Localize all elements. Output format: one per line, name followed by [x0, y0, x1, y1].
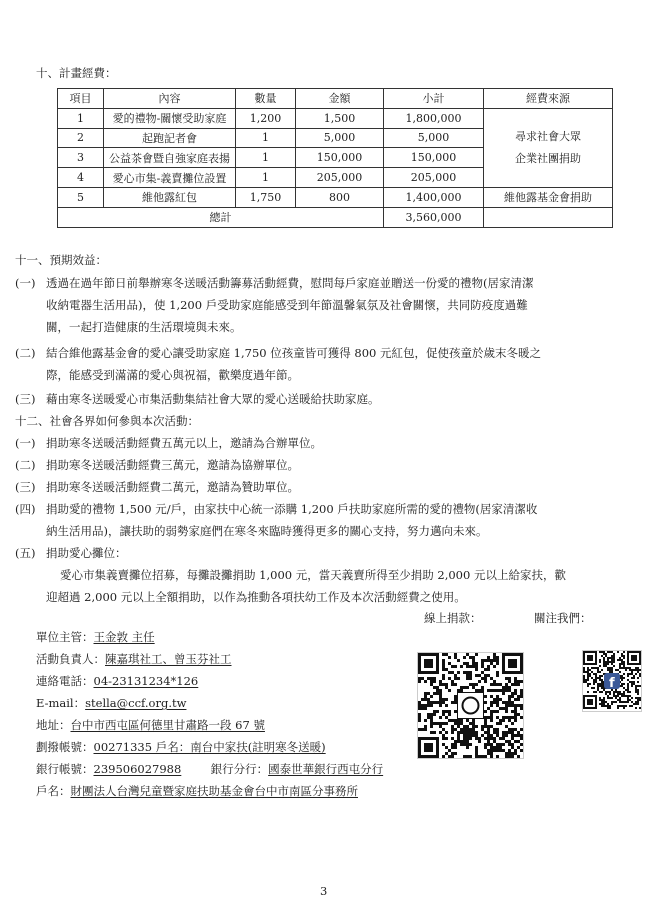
source-line-2: 企業社團捐助	[515, 151, 581, 165]
address-label: 地址：	[36, 718, 71, 732]
benefit-3-line-1: 藉由寒冬送暖愛心市集活動集結社會大眾的愛心送暖給扶助家庭。	[46, 392, 380, 406]
cell-amount: 800	[296, 187, 384, 207]
total-value: 3,560,000	[384, 207, 484, 227]
contact-email	[36, 696, 186, 711]
join-2-num: (二)	[15, 458, 36, 472]
cell-item: 5	[58, 187, 104, 207]
benefit-1-line-2: 收納電器生活用品)，使 1,200 戶受助家庭能感受到年節溫馨氣氛及社會關懷，共同防疫度過難	[46, 298, 528, 312]
header-subtotal: 小計	[384, 89, 484, 109]
cell-subtotal: 5,000	[384, 128, 484, 148]
contact-manager	[36, 652, 232, 667]
benefit-1-line-3: 關，一起打造健康的生活環境與未來。	[46, 320, 242, 334]
contact-holder	[36, 784, 358, 799]
cell-item: 3	[58, 148, 104, 168]
section-11-title: 十一、預期效益：	[15, 253, 107, 267]
benefit-2-num: (二)	[15, 346, 36, 360]
email-value: stella@ccf.org.tw	[85, 696, 187, 710]
table-row	[58, 108, 613, 128]
supervisor-label: 單位主管：	[36, 630, 94, 644]
donate-qr-label: 線上捐款：	[424, 611, 482, 625]
supervisor-value: 王金敦 主任	[93, 630, 155, 644]
page-number: 3	[320, 884, 328, 898]
benefit-2-line-2: 際，能感受到滿滿的愛心與祝福，歡樂度過年節。	[46, 368, 299, 382]
join-4-line-2: 納生活用品)，讓扶助的弱勢家庭們在寒冬來臨時獲得更多的關心支持，努力邁向未來。	[46, 524, 488, 538]
contact-phone	[36, 674, 198, 689]
join-4-num: (四)	[15, 502, 36, 516]
cell-quantity: 1	[236, 148, 296, 168]
qr-code-icon	[418, 653, 523, 758]
svg-text:f: f	[609, 676, 615, 691]
benefit-3-num: (三)	[15, 392, 36, 406]
header-content: 內容	[104, 89, 236, 109]
cell-subtotal: 205,000	[384, 168, 484, 188]
cell-amount: 150,000	[296, 148, 384, 168]
cell-subtotal: 1,400,000	[384, 187, 484, 207]
cell-content: 愛心市集-義賣攤位設置	[104, 168, 236, 188]
contact-supervisor	[36, 630, 155, 645]
booth-line-1: 愛心市集義賣攤位招募，每攤設攤捐助 1,000 元，當天義賣所得至少捐助 2,000 元以上給家扶，歡	[60, 568, 566, 582]
cell-quantity: 1,200	[236, 108, 296, 128]
cell-quantity: 1	[236, 128, 296, 148]
bank-label: 銀行帳號：	[36, 762, 94, 776]
section-10-title: 十、計畫經費：	[36, 66, 117, 80]
cell-amount: 5,000	[296, 128, 384, 148]
holder-value: 財團法人台灣兒童暨家庭扶助基金會台中市南區分事務所	[70, 784, 358, 798]
contact-postal	[36, 740, 326, 755]
donate-qr-code[interactable]	[417, 652, 524, 759]
bank-value: 239506027988	[93, 762, 182, 776]
cell-source-vitalon: 維他露基金會捐助	[484, 187, 613, 207]
source-line-1: 尋求社會大眾	[515, 129, 581, 143]
cell-item: 2	[58, 128, 104, 148]
header-quantity: 數量	[236, 89, 296, 109]
join-1-line-1: 捐助寒冬送暖活動經費五萬元以上，邀請為合辦單位。	[46, 436, 322, 450]
cell-content: 公益茶會暨自強家庭表揚	[104, 148, 236, 168]
address-value: 台中市西屯區何德里甘肅路一段 67 號	[70, 718, 265, 732]
table-total-row	[58, 207, 613, 227]
total-label: 總計	[58, 207, 384, 227]
table-row	[58, 187, 613, 207]
manager-value: 陳嘉琪社工、曾玉芬社工	[105, 652, 232, 666]
join-2-line-1: 捐助寒冬送暖活動經費三萬元，邀請為協辦單位。	[46, 458, 299, 472]
facebook-qr-icon	[583, 651, 641, 711]
postal-value: 00271335 戶名：南台中家扶(註明寒冬送暖)	[93, 740, 326, 754]
cell-content: 愛的禮物-關懷受助家庭	[104, 108, 236, 128]
cell-subtotal: 150,000	[384, 148, 484, 168]
manager-label: 活動負責人：	[36, 652, 105, 666]
cell-quantity: 1	[236, 168, 296, 188]
cell-item: 4	[58, 168, 104, 188]
header-amount: 金額	[296, 89, 384, 109]
cell-amount: 205,000	[296, 168, 384, 188]
join-4-line-1: 捐助愛的禮物 1,500 元/戶，由家扶中心統一添購 1,200 戶扶助家庭所需的愛的禮物(居家清潔收	[46, 502, 538, 516]
join-3-line-1: 捐助寒冬送暖活動經費二萬元，邀請為贊助單位。	[46, 480, 299, 494]
header-source: 經費來源	[484, 89, 613, 109]
cell-amount: 1,500	[296, 108, 384, 128]
booth-line-2: 迎超過 2,000 元以上全額捐助，以作為推動各項扶幼工作及本次活動經費之使用。	[46, 590, 466, 604]
postal-label: 劃撥帳號：	[36, 740, 94, 754]
budget-table	[57, 88, 613, 228]
table-header-row	[58, 89, 613, 109]
cell-item: 1	[58, 108, 104, 128]
email-label: E-mail：	[36, 696, 86, 710]
cell-subtotal: 1,800,000	[384, 108, 484, 128]
follow-qr-label: 關注我們：	[534, 611, 592, 625]
join-5-line-1: 捐助愛心攤位：	[46, 546, 127, 560]
phone-label: 連絡電話：	[36, 674, 94, 688]
holder-label: 戶名：	[36, 784, 71, 798]
contact-address	[36, 718, 265, 733]
contact-bank	[36, 762, 383, 777]
join-1-num: (一)	[15, 436, 36, 450]
benefit-1-num: (一)	[15, 276, 36, 290]
section-12-title: 十二、社會各界如何參與本次活動：	[15, 414, 199, 428]
join-3-num: (三)	[15, 480, 36, 494]
cell-content: 起跑記者會	[104, 128, 236, 148]
benefit-2-line-1: 結合維他露基金會的愛心讓受助家庭 1,750 位孩童皆可獲得 800 元紅包，促使孩童於歲末冬暖之	[46, 346, 541, 360]
branch-label: 銀行分行：	[210, 762, 269, 776]
cell-source-public	[484, 108, 613, 187]
follow-qr-code[interactable]	[582, 650, 642, 712]
header-item: 項目	[58, 89, 104, 109]
join-5-num: (五)	[15, 546, 36, 560]
cell-content: 維他露紅包	[104, 187, 236, 207]
benefit-1-line-1: 透過在過年節日前舉辦寒冬送暖活動籌募活動經費，慰問每戶家庭並贈送一份愛的禮物(居家清潔	[46, 276, 534, 290]
branch-value: 國泰世華銀行西屯分行	[268, 762, 384, 776]
cell-quantity: 1,750	[236, 187, 296, 207]
phone-value: 04-23131234*126	[93, 674, 199, 688]
total-source-empty	[484, 207, 613, 227]
